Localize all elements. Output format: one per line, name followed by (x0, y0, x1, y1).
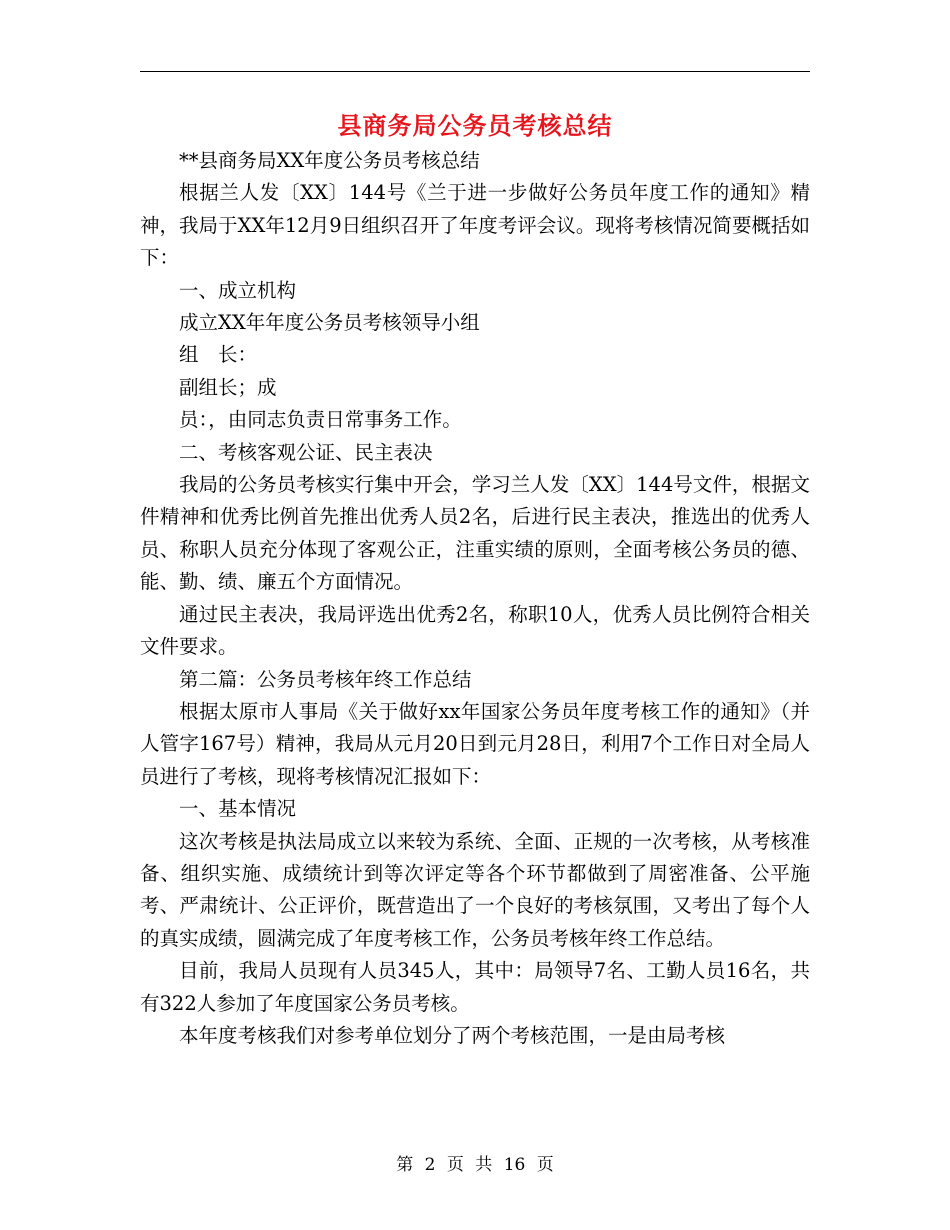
paragraph: 成立XX年年度公务员考核领导小组 (179, 311, 480, 335)
document-body (140, 145, 810, 1052)
paragraph: 目前，我局人员现有人员345人，其中：局领导7名、工勤人员16名，共有322人参加了年度国家公务员考核。 (140, 959, 810, 1015)
paragraph: 副组长；成 (179, 375, 277, 399)
page-number: 第 2 页 共 16 页 (396, 1155, 554, 1175)
paragraph: 根据兰人发〔XX〕144号《兰于进一步做好公务员年度工作的通知》精神，我局于XX年12月9日组织召开了年度考评会议。现将考核情况简要概括如下： (140, 181, 810, 270)
paragraph: 我局的公务员考核实行集中开会，学习兰人发〔XX〕144号文件，根据文件精神和优秀比例首先推出优秀人员2名，后进行民主表决，推选出的优秀人员、称职人员充分体现了客观公正，注重实绩的原则，全面考核公务员的德、能、勤、绩、廉五个方面情况。 (140, 473, 810, 594)
paragraph: 根据太原市人事局《关于做好xx年国家公务员年度考核工作的通知》（并人管字167号）精神，我局从元月20日到元月28日，利用7个工作日对全局人员进行了考核，现将考核情况汇报如下： (140, 699, 810, 788)
paragraph: 二、考核客观公证、民主表决 (179, 440, 433, 464)
paragraph: 本年度考核我们对参考单位划分了两个考核范围，一是由局考核 (179, 1023, 726, 1047)
paragraph: 一、成立机构 (179, 278, 297, 302)
document-title: 县商务局公务员考核总结 (337, 111, 613, 140)
paragraph: 一、基本情况 (179, 797, 297, 821)
paragraph: 组 长： (179, 343, 258, 367)
paragraph: 这次考核是执法局成立以来较为系统、全面、正规的一次考核，从考核准备、组织实施、成绩统计到等次评定等各个环节都做到了周密准备、公平施考、严肃统计、公正评价，既营造出了一个良好的考核氛围，又考出了每个人的真实成绩，圆满完成了年度考核工作，公务员考核年终工作总结。 (140, 829, 810, 950)
paragraph: 通过民主表决，我局评选出优秀2名，称职10人，优秀人员比例符合相关文件要求。 (140, 602, 810, 659)
paragraph: 员：，由同志负责日常事务工作。 (179, 408, 462, 432)
paragraph: **县商务局XX年度公务员考核总结 (179, 149, 480, 172)
paragraph: 第二篇：公务员考核年终工作总结 (179, 667, 472, 691)
header-rule (140, 71, 810, 72)
